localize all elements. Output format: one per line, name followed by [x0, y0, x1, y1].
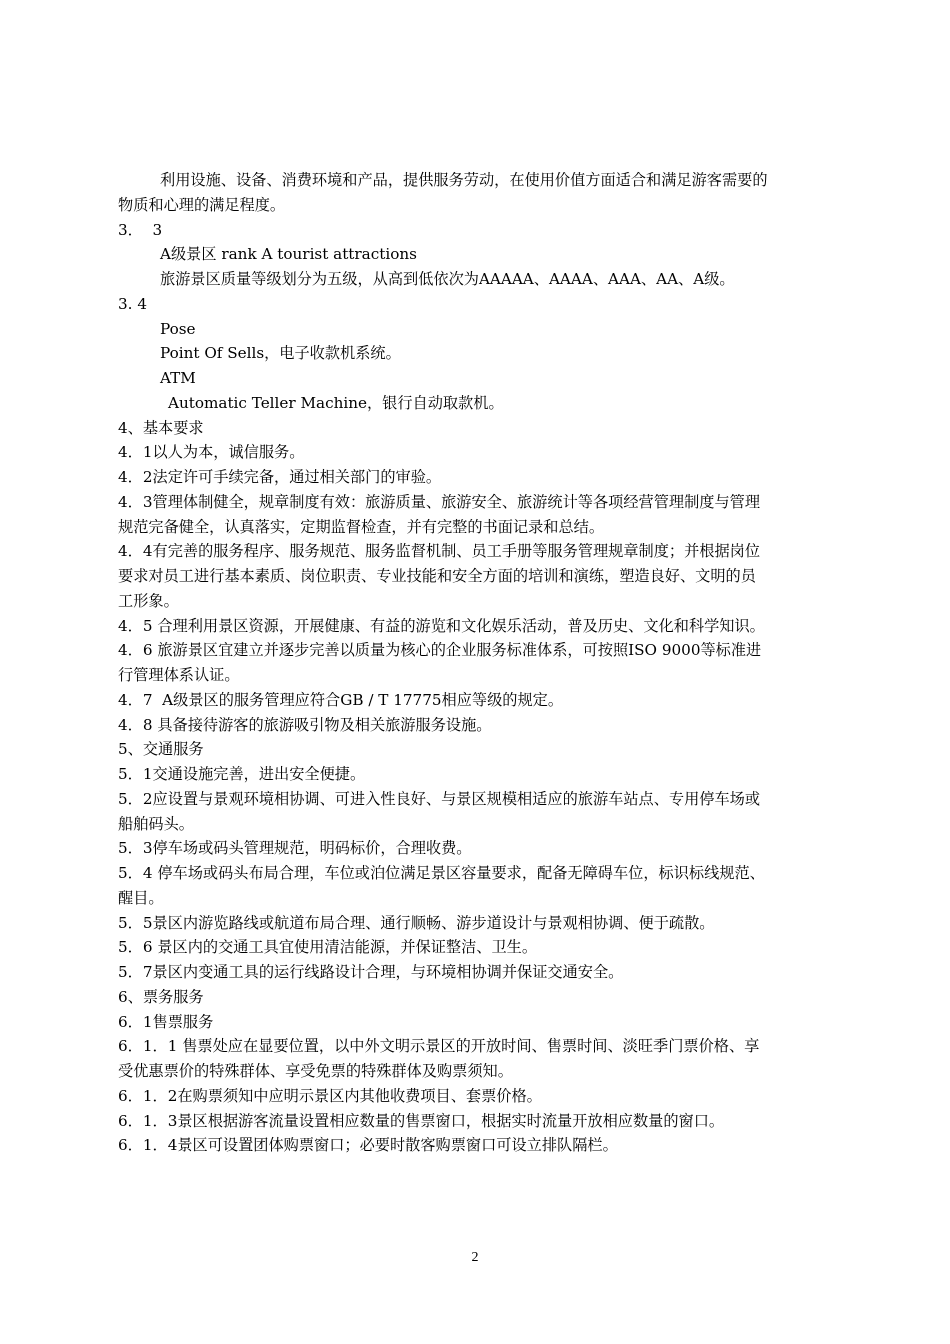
text-line: 物质和心理的满足程度。 — [118, 195, 286, 214]
text-line: Pose — [160, 319, 196, 338]
text-line: 5．2应设置与景观环境相协调、可进入性良好、与景区规模相适应的旅游车站点、专用停车场或 — [118, 789, 761, 808]
text-line: 6、票务服务 — [118, 987, 204, 1006]
text-line: A级景区 rank A tourist attractions — [160, 245, 417, 264]
text-line: 3． 3 — [118, 220, 163, 239]
document-body — [118, 168, 836, 1158]
text-line: 醒目。 — [118, 888, 164, 907]
text-line: 4．2法定许可手续完备，通过相关部门的审验。 — [118, 468, 442, 486]
text-line: 受优惠票价的特殊群体、享受免票的特殊群体及购票须知。 — [118, 1062, 513, 1080]
text-line: 5．7景区内变通工具的运行线路设计合理，与环境相协调并保证交通安全。 — [118, 963, 624, 981]
text-line: 4．8 具备接待游客的旅游吸引物及相关旅游服务设施。 — [118, 715, 492, 734]
text-line: 4．1以人为本，诚信服务。 — [118, 443, 305, 462]
text-line: 行管理体系认证。 — [118, 666, 240, 684]
text-line: 工形象。 — [118, 591, 179, 610]
text-line: 5．4 停车场或码头布局合理，车位或泊位满足景区容量要求，配备无障碍车位，标识标线规范、 — [118, 864, 765, 882]
text-line: 6．1．1 售票处应在显要位置，以中外文明示景区的开放时间、售票时间、淡旺季门票价格、享 — [118, 1037, 760, 1056]
text-line: Point Of Sells，电子收款机系统。 — [160, 344, 401, 363]
text-line: 旅游景区质量等级划分为五级，从高到低依次为AAAAA、AAAA、AAA、AA、A级。 — [160, 270, 735, 288]
text-line: 要求对员工进行基本素质、岗位职责、专业技能和安全方面的培训和演练，塑造良好、文明的员 — [118, 567, 756, 585]
text-line: 4．7 A级景区的服务管理应符合GB / T 17775相应等级的规定。 — [118, 690, 564, 709]
text-line: ATM — [160, 369, 196, 387]
text-line: 6．1．2在购票须知中应明示景区内其他收费项目、套票价格。 — [118, 1086, 542, 1105]
text-line: 规范完备健全，认真落实，定期监督检查，并有完整的书面记录和总结。 — [118, 517, 604, 536]
text-line: Automatic Teller Machine，银行自动取款机。 — [168, 393, 504, 412]
text-line: 5．5景区内游览路线或航道布局合理、通行顺畅、游步道设计与景观相协调、便于疏散。 — [118, 913, 715, 932]
text-line: 6．1．3景区根据游客流量设置相应数量的售票窗口，根据实时流量开放相应数量的窗口。 — [118, 1111, 725, 1130]
text-line: 5．1交通设施完善，进出安全便捷。 — [118, 765, 366, 783]
text-line: 4．4有完善的服务程序、服务规范、服务监督机制、员工手册等服务管理规章制度；并根据岗位 — [118, 542, 761, 561]
text-line: 利用设施、设备、消费环境和产品，提供服务劳动，在使用价值方面适合和满足游客需要的 — [160, 171, 768, 189]
text-line: 6．1售票服务 — [118, 1012, 214, 1031]
text-line: 4．5 合理利用景区资源，开展健康、有益的游览和文化娱乐活动，普及历史、文化和科学知识。 — [118, 616, 765, 635]
text-line: 船舶码头。 — [118, 814, 194, 833]
text-line: 3. 4 — [118, 294, 147, 313]
text-line: 5、交通服务 — [118, 740, 204, 759]
page-number: 2 — [471, 1250, 479, 1265]
text-line: 4．6 旅游景区宜建立并逐步完善以质量为核心的企业服务标准体系，可按照ISO 9000等标准进 — [118, 641, 762, 660]
text-line: 4、基本要求 — [118, 418, 204, 437]
text-line: 5．6 景区内的交通工具宜使用清洁能源，并保证整洁、卫生。 — [118, 938, 538, 957]
text-line: 6．1．4景区可设置团体购票窗口；必要时散客购票窗口可设立排队隔栏。 — [118, 1136, 618, 1155]
text-line: 5．3停车场或码头管理规范，明码标价，合理收费。 — [118, 839, 472, 858]
text-line: 4．3管理体制健全，规章制度有效：旅游质量、旅游安全、旅游统计等各项经营管理制度与管理 — [118, 492, 761, 511]
